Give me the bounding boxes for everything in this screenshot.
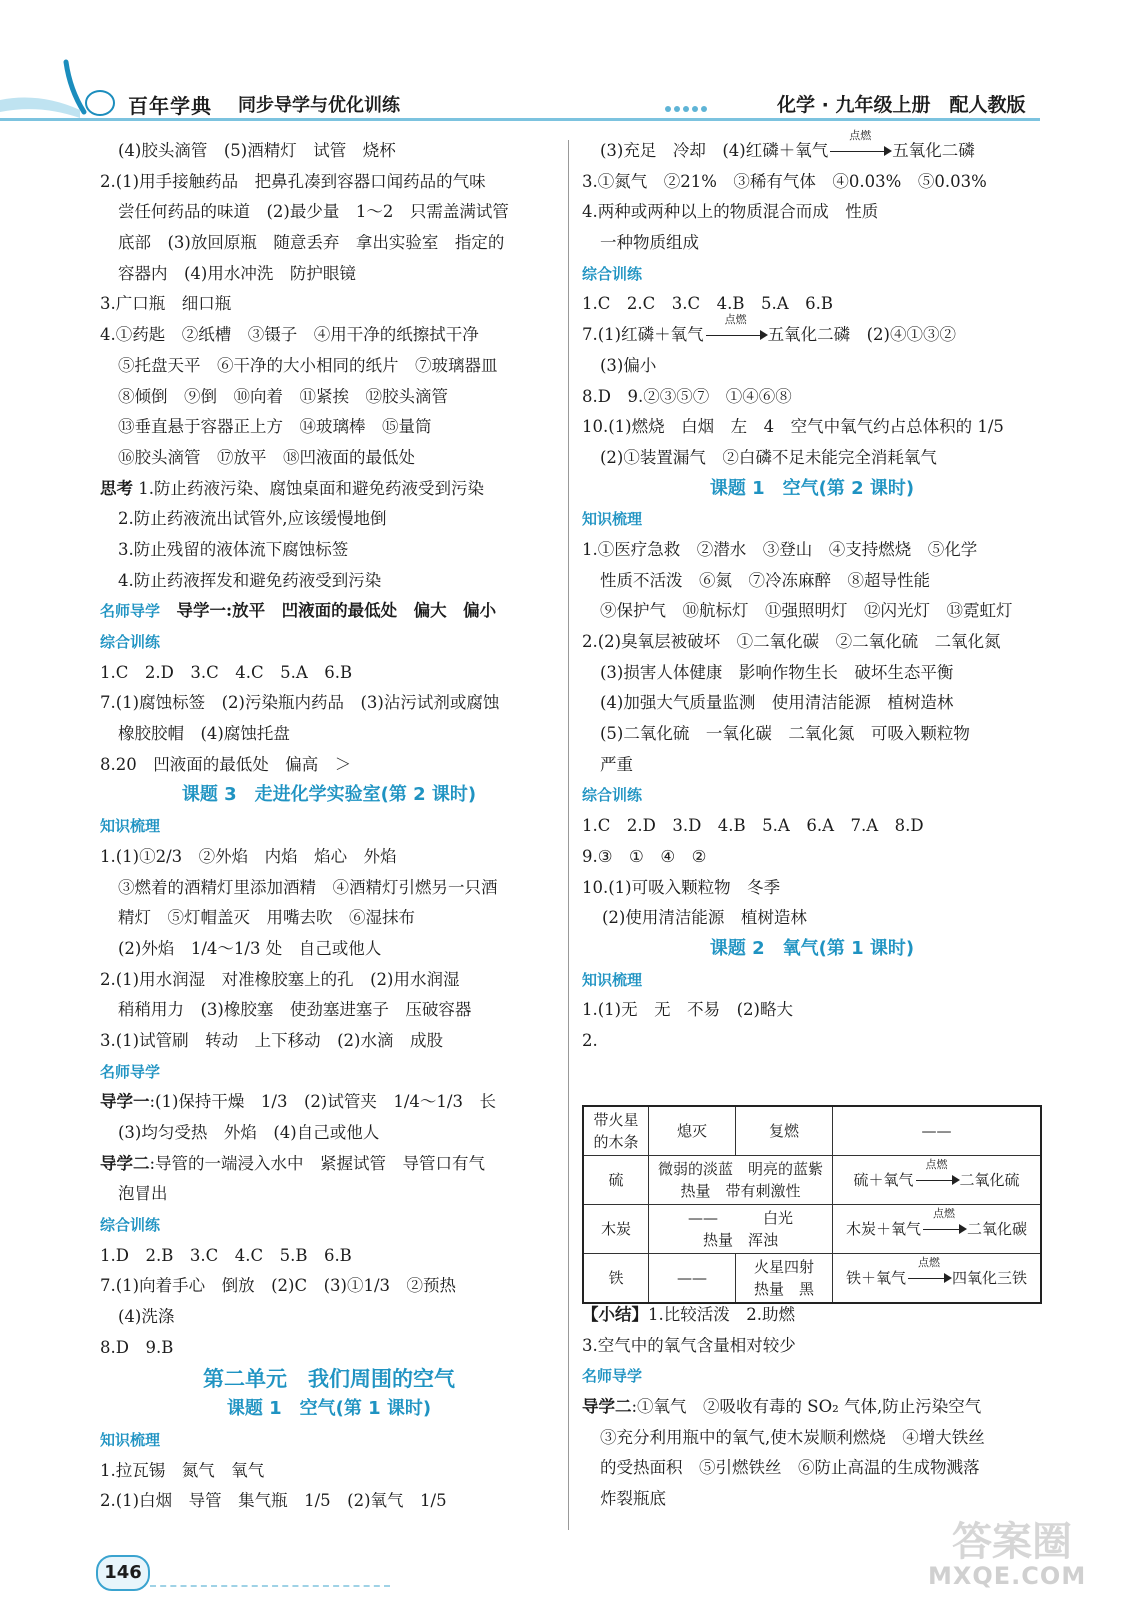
lesson-title: 课题 1 空气(第 1 课时): [226, 1398, 432, 1420]
watermark-logo: 答案圈: [952, 1519, 1072, 1565]
answer-line: 2.: [582, 1030, 598, 1050]
answer-line: 8.D 9.②③⑤⑦ ①④⑥⑧: [582, 386, 792, 406]
answer-line: 3.①氮气 ②21% ③稀有气体 ④0.03% ⑤0.03%: [582, 171, 987, 191]
answer-line: ③燃着的酒精灯里添加酒精 ④酒精灯引燃另一只酒: [118, 877, 498, 897]
series-name: 同步导学与优化训练: [238, 95, 400, 116]
answer-line: (2)①装置漏气 ②白磷不足未能完全消耗氧气: [600, 447, 937, 467]
answer-line: ⑧倾倒 ⑨倒 ⑩向着 ⑪紧挨 ⑫胶头滴管: [118, 386, 448, 406]
answer-line: 性质不活泼 ⑥氮 ⑦冷冻麻醉 ⑧超导性能: [600, 570, 930, 590]
cell-text: 二氧化碳: [967, 1220, 1028, 1238]
cell-text: 微弱的淡蓝: [657, 1160, 733, 1178]
cell-text: 火星四射: [753, 1258, 814, 1276]
section-heading: 综合训练: [582, 264, 643, 283]
section-heading: 名师导学: [100, 1062, 161, 1081]
answer-line: (4)洗涤: [118, 1307, 175, 1327]
answer-line: ⑯胶头滴管 ⑰放平 ⑱凹液面的最低处: [118, 447, 415, 467]
answer-line: [582, 128, 1042, 167]
answer-line: 2.(2)臭氧层被破坏 ①二氧化碳 ②二氧化硫 二氧化氮: [582, 632, 1001, 651]
answer-line: 3.(1)试管刷 转动 上下移动 (2)水滴 成股: [100, 1030, 443, 1050]
answer-line: (5)二氧化硫 一氧化碳 二氧化氮 可吸入颗粒物: [600, 724, 970, 744]
answer-line: (4)加强大气质量监测 使用清洁能源 植树造林: [600, 693, 954, 713]
right-column-bottom: [582, 1300, 1042, 1515]
lesson-title: 课题 2 氧气(第 1 课时): [709, 937, 915, 959]
feather-logo-icon: [0, 0, 130, 130]
section-heading: 综合训练: [100, 633, 161, 651]
answer-line: (2)使用清洁能源 植树造林: [602, 908, 807, 928]
reaction-condition: 点燃: [849, 128, 872, 142]
section-heading: 知识梳理: [100, 1430, 161, 1449]
answer-line: ⑤托盘天平 ⑥干净的大小相同的纸片 ⑦玻璃器皿: [118, 355, 498, 375]
reaction-arrow: [906, 1256, 952, 1289]
reaction-arrow: [828, 128, 892, 162]
answer-line: 思考 1.防止药液污染、腐蚀桌面和避免药液受到污染: [100, 478, 484, 498]
answer-text: (3)充足 冷却 (4)红磷＋氧气: [600, 141, 829, 160]
answer-line: 1.C 2.C 3.C 4.B 5.A 6.B: [582, 294, 833, 314]
cell-text: 热量 带有刺激性: [680, 1182, 801, 1200]
answer-line: 7.(1)腐蚀标签 (2)污染瓶内药品 (3)沾污试剂或腐蚀: [100, 693, 500, 713]
answer-line: 4.两种或两种以上的物质混合而成 性质: [582, 202, 879, 222]
cell-text: 四氧化三铁: [952, 1269, 1028, 1287]
answer-line: (3)均匀受热 外焰 (4)自己或他人: [118, 1123, 380, 1142]
answer-line: 1.拉瓦锡 氮气 氧气: [100, 1460, 265, 1480]
answer-line: 9.③ ① ④ ②: [582, 846, 707, 866]
answer-line: 1.(1)①2/3 ②外焰 内焰 焰心 外焰: [100, 846, 397, 866]
table-cell: [833, 1156, 1042, 1205]
section-heading: 名师导学: [582, 1367, 643, 1386]
reaction-condition: 点燃: [724, 312, 747, 326]
answer-line: 导学二:①氧气 ②吸收有毒的 SO₂ 气体,防止污染空气: [582, 1397, 982, 1417]
table-row: [583, 1205, 1041, 1254]
answer-line: 名师导学 导学一:放平 凹液面的最低处 偏大 偏小: [100, 601, 497, 621]
table-cell: [833, 1205, 1042, 1254]
cell-text: ——: [687, 1209, 718, 1227]
answer-line: 尝任何药品的味道 (2)最少量 1～2 只需盖满试管: [118, 202, 509, 222]
answer-line: 3.广口瓶 细口瓶: [100, 294, 232, 314]
section-heading: 综合训练: [582, 786, 643, 805]
table-cell: [649, 1205, 833, 1254]
oxygen-reaction-table: [582, 1105, 1042, 1304]
answer-line: [582, 312, 1042, 351]
table-row: [583, 1156, 1041, 1205]
answer-line: 8.20 凹液面的最低处 偏高 ＞: [100, 754, 352, 774]
answer-text: 7.(1)红磷＋氧气: [582, 325, 704, 345]
subject-label: 化学 · 九年级上册 配人教版: [777, 94, 1026, 116]
cell-text: 白光: [763, 1209, 794, 1227]
answer-line: 1.D 2.B 3.C 4.C 5.B 6.B: [100, 1245, 352, 1265]
table-cell: 木炭: [583, 1205, 649, 1254]
table-cell: [736, 1254, 833, 1304]
answer-line: 2.(1)用水润湿 对准橡胶塞上的孔 (2)用水润湿: [100, 969, 460, 989]
section-heading: 知识梳理: [582, 510, 643, 529]
answer-line: 1.C 2.D 3.C 4.C 5.A 6.B: [100, 662, 353, 682]
answer-line: 的受热面积 ⑤引燃铁丝 ⑥防止高温的生成物溅落: [600, 1458, 980, 1478]
right-column: [582, 128, 1042, 1057]
table-row: [583, 1254, 1041, 1304]
answer-line: 7.(1)向着手心 倒放 (2)C (3)①1/3 ②预热: [100, 1276, 457, 1296]
header-rule: [0, 118, 1040, 121]
brand-name: 百年学典: [128, 94, 212, 118]
answer-line: 容器内 (4)用水冲洗 防护眼镜: [118, 263, 356, 283]
answer-text: 五氧化二磷 (2)④①③②: [767, 325, 956, 345]
table-cell: 熄灭: [649, 1106, 736, 1156]
answer-line: ⑨保护气 ⑩航标灯 ⑪强照明灯 ⑫闪光灯 ⑬霓虹灯: [600, 601, 1013, 621]
answer-line: 底部 (3)放回原瓶 随意丢弃 拿出实验室 指定的: [118, 233, 505, 253]
answer-line: 炸裂瓶底: [600, 1489, 666, 1509]
cell-text: 铁＋氧气: [845, 1269, 906, 1287]
answer-line: (3)损害人体健康 影响作物生长 破坏生态平衡: [600, 662, 954, 682]
page-number: 146: [96, 1555, 150, 1591]
cell-text: 木炭＋氧气: [845, 1220, 921, 1238]
section-heading: 知识梳理: [100, 817, 161, 836]
section-heading: 综合训练: [100, 1216, 161, 1235]
table-cell: ——: [833, 1106, 1042, 1156]
lesson-title: 课题 1 空气(第 2 课时): [709, 477, 915, 499]
answer-line: 1.C 2.D 3.D 4.B 5.A 6.A 7.A 8.D: [582, 816, 924, 836]
footer-rule: [150, 1585, 390, 1587]
table-cell: ——: [649, 1254, 736, 1304]
answer-line: 1.(1)无 无 不易 (2)略大: [582, 1000, 793, 1020]
answer-line: 橡胶胶帽 (4)腐蚀托盘: [118, 724, 290, 744]
answer-line: 【小结】1.比较活泼 2.助燃: [582, 1305, 795, 1324]
page-header: [0, 0, 1128, 140]
cell-text: 二氧化硫: [959, 1171, 1020, 1189]
answer-line: (2)外焰 1/4～1/3 处 自己或他人: [118, 938, 382, 958]
reaction-condition: 点燃: [933, 1207, 955, 1220]
answer-line: 2.防止药液流出试管外,应该缓慢地倒: [118, 509, 387, 529]
reaction-arrow: [704, 312, 768, 346]
answer-line: (3)偏小: [600, 355, 657, 375]
answer-line: ⑬垂直悬于容器正上方 ⑭玻璃棒 ⑮量筒: [118, 417, 432, 437]
header-dots: [665, 97, 710, 116]
column-divider: [568, 140, 569, 1530]
cell-text: 热量 黑: [753, 1280, 814, 1298]
left-column: [100, 136, 558, 1517]
section-heading: 知识梳理: [582, 970, 643, 989]
lesson-title: 课题 3 走进化学实验室(第 2 课时): [181, 784, 477, 806]
answer-line: 泡冒出: [118, 1184, 168, 1204]
unit-title: 第二单元 我们周围的空气: [203, 1366, 455, 1391]
answer-line: 严重: [600, 754, 633, 774]
answer-line: 2.(1)用手接触药品 把鼻孔凑到容器口闻药品的气味: [100, 171, 486, 191]
answer-line: 2.(1)白烟 导管 集气瓶 1/5 (2)氧气 1/5: [100, 1491, 447, 1511]
answer-line: 4.防止药液挥发和避免药液受到污染: [118, 570, 382, 590]
answer-line: 3.空气中的氧气含量相对较少: [582, 1335, 796, 1355]
table-cell: 复燃: [736, 1106, 833, 1156]
answer-line: 10.(1)燃烧 白烟 左 4 空气中氧气约占总体积的 1/5: [582, 417, 1004, 437]
table-cell: [833, 1254, 1042, 1304]
answer-line: 1.①医疗急救 ②潜水 ③登山 ④支持燃烧 ⑤化学: [582, 539, 978, 559]
answer-line: (4)胶头滴管 (5)酒精灯 试管 烧杯: [118, 141, 396, 160]
answer-line: 3.防止残留的液体流下腐蚀标签: [118, 539, 349, 559]
answer-line: 8.D 9.B: [100, 1337, 174, 1357]
answer-line: 导学二:导管的一端浸入水中 紧握试管 导管口有气: [100, 1153, 486, 1173]
answer-line: 精灯 ⑤灯帽盖灭 用嘴去吹 ⑥湿抹布: [118, 908, 415, 928]
table-cell: [649, 1156, 833, 1205]
table-cell: 铁: [583, 1254, 649, 1304]
reaction-condition: 点燃: [918, 1256, 940, 1269]
reaction-arrow: [914, 1158, 960, 1191]
answer-line: 导学一:(1)保持干燥 1/3 (2)试管夹 1/4～1/3 长: [100, 1092, 496, 1112]
cell-text: 硫＋氧气: [853, 1171, 914, 1189]
answer-line: 一种物质组成: [600, 233, 699, 253]
cell-text: 热量 浑浊: [702, 1231, 778, 1249]
answer-text: 五氧化二磷: [892, 141, 975, 160]
answer-line: 10.(1)可吸入颗粒物 冬季: [582, 877, 781, 897]
reaction-arrow: [921, 1207, 967, 1240]
watermark-url: MXQE.COM: [928, 1562, 1087, 1590]
table-cell: 带火星的木条: [583, 1106, 649, 1156]
table-row: [583, 1106, 1041, 1156]
answer-line: 稍稍用力 (3)橡胶塞 使劲塞进塞子 压破容器: [118, 1000, 472, 1020]
answer-line: 4.①药匙 ②纸槽 ③镊子 ④用干净的纸擦拭干净: [100, 325, 479, 345]
table-cell: 硫: [583, 1156, 649, 1205]
reaction-condition: 点燃: [925, 1158, 948, 1171]
cell-text: 明亮的蓝紫: [748, 1160, 824, 1178]
answer-line: ③充分利用瓶中的氧气,使木炭顺利燃烧 ④增大铁丝: [600, 1427, 985, 1447]
